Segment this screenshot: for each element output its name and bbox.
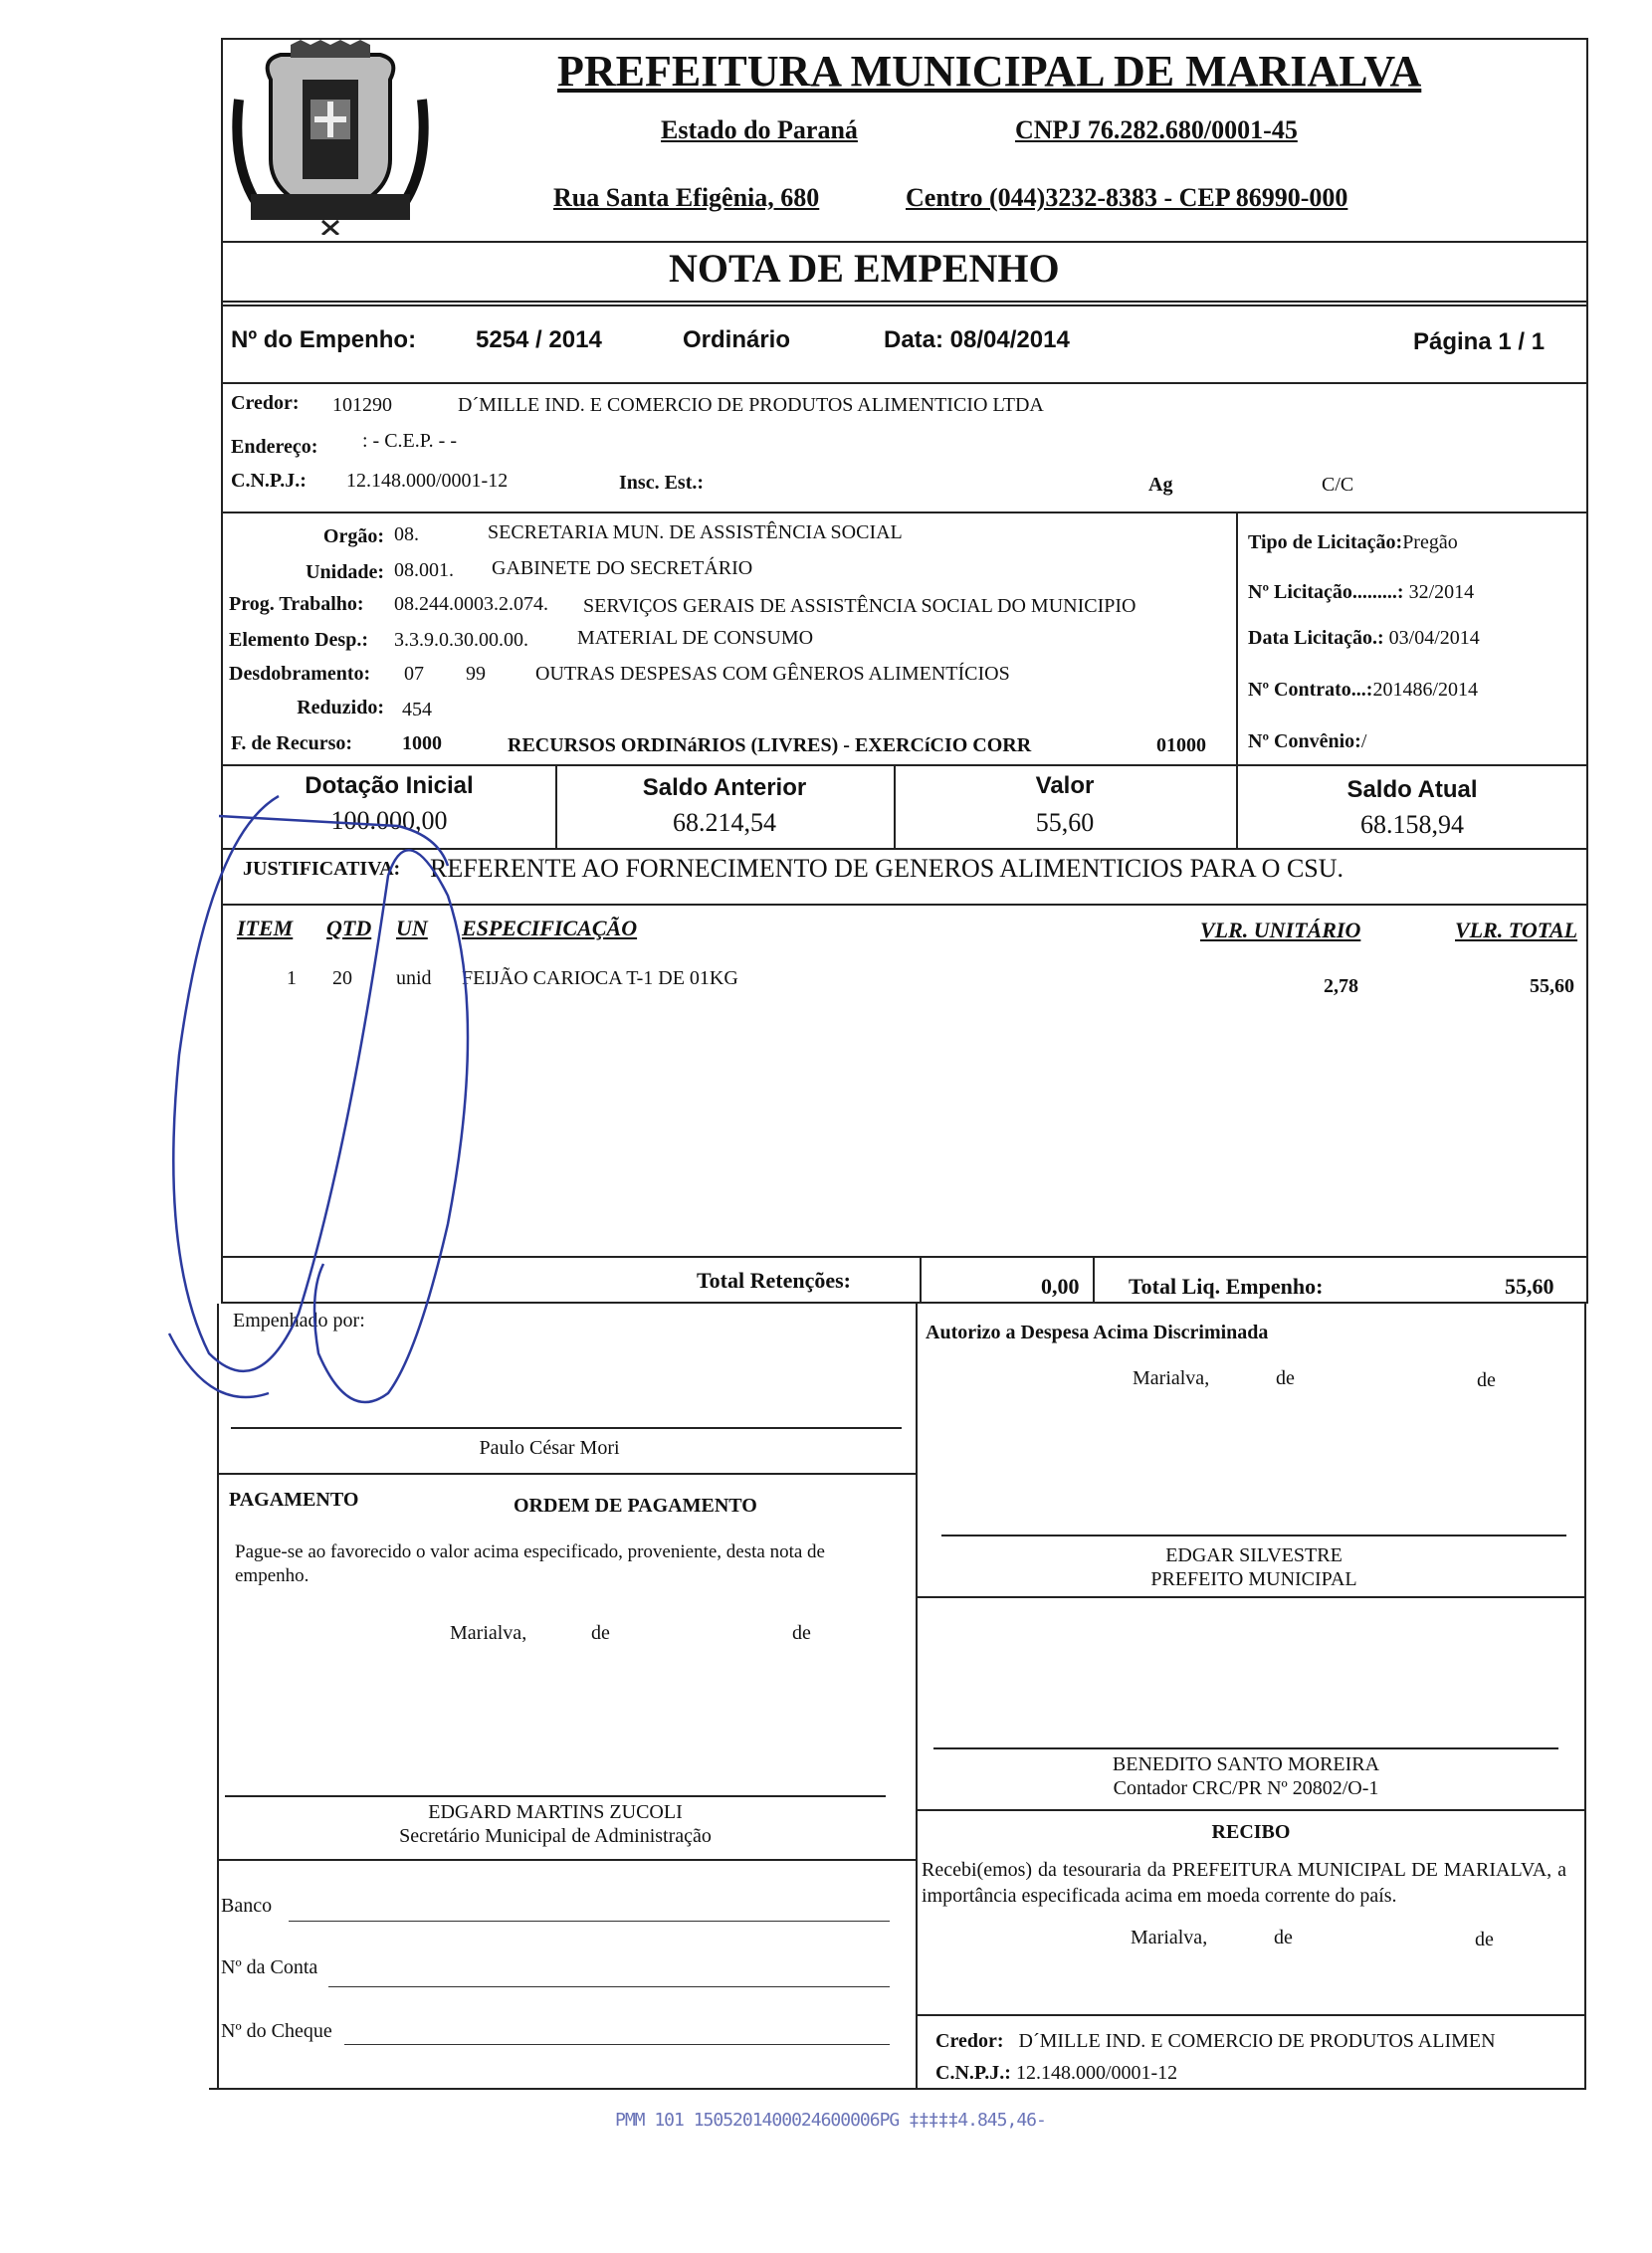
col-header-vlr-total: VLR. TOTAL xyxy=(1455,918,1578,942)
cc-label: C/C xyxy=(1322,474,1354,496)
fonte-recurso-label: F. de Recurso: xyxy=(231,732,353,754)
dotacao-inicial-label: Dotação Inicial xyxy=(305,772,474,799)
footer-code: PMM 101 1505201400024600006PG ‡‡‡‡‡4.845,46- xyxy=(615,2110,1046,2131)
unidade-code: 08.001. xyxy=(394,559,454,581)
cheque-field[interactable] xyxy=(344,2044,890,2045)
document-title: NOTA DE EMPENHO xyxy=(669,246,1060,291)
numero-licitacao-value: 32/2014 xyxy=(1408,581,1475,603)
saldo-atual-label: Saldo Atual xyxy=(1346,776,1478,803)
ordem-pagamento-label: ORDEM DE PAGAMENTO xyxy=(514,1495,757,1517)
row-qtd: 20 xyxy=(332,967,352,989)
dotacao-inicial-value: 100.000,00 xyxy=(330,806,448,835)
row-vlr-total: 55,60 xyxy=(1530,975,1574,997)
cnpj-value: 12.148.000/0001-12 xyxy=(346,470,509,492)
header-title: PREFEITURA MUNICIPAL DE MARIALVA xyxy=(557,47,1422,96)
contador-signature-line xyxy=(933,1747,1558,1749)
recibo-text: Recebi(emos) da tesouraria da PREFEITURA MUNICIPAL DE MARIALVA, a importância especificada acima em moeda corrente do país. xyxy=(922,1859,1566,1907)
credor-name: D´MILLE IND. E COMERCIO DE PRODUTOS ALIMENTICIO LTDA xyxy=(458,394,1044,416)
total-retencoes-label: Total Retenções: xyxy=(697,1268,851,1293)
elemento-code: 3.3.9.0.30.00.00. xyxy=(394,629,528,651)
reduzido-code: 454 xyxy=(402,699,432,720)
tipo-licitacao-value: Pregão xyxy=(1402,531,1458,553)
numero-contrato xyxy=(1248,679,1478,702)
header-state: Estado do Paraná xyxy=(661,115,858,144)
tipo-licitacao-label: Tipo de Licitação: xyxy=(1248,531,1403,553)
empenhado-signer: Paulo César Mori xyxy=(479,1437,620,1459)
numero-licitacao-label: Nº Licitação.........: xyxy=(1248,581,1404,603)
row-vlr-unitario: 2,78 xyxy=(1324,975,1358,997)
total-liq-value: 55,60 xyxy=(1505,1274,1554,1299)
justificativa-label: JUSTIFICATIVA: xyxy=(243,858,401,880)
orgao-name: SECRETARIA MUN. DE ASSISTÊNCIA SOCIAL xyxy=(488,521,903,543)
header-address: Rua Santa Efigênia, 680 xyxy=(553,183,820,212)
elemento-label: Elemento Desp.: xyxy=(229,629,368,651)
pagamento-text: Pague-se ao favorecido o valor acima especificado, proveniente, desta nota de empenho. xyxy=(235,1541,825,1586)
municipal-crest-logo xyxy=(231,40,430,235)
pagamento-de1: de xyxy=(591,1622,610,1644)
numero-convenio-label: Nº Convênio: xyxy=(1248,730,1361,752)
saldo-atual-value: 68.158,94 xyxy=(1360,810,1464,839)
recibo-de1: de xyxy=(1274,1927,1293,1948)
data-licitacao xyxy=(1248,627,1480,650)
address-label: Endereço: xyxy=(231,436,318,458)
desdobramento-label: Desdobramento: xyxy=(229,663,371,685)
prefeito-signature-line xyxy=(941,1535,1566,1536)
empenho-type: Ordinário xyxy=(683,326,791,353)
pagamento-label: PAGAMENTO xyxy=(229,1489,359,1511)
autorizo-place: Marialva, xyxy=(1133,1367,1210,1389)
recibo-cnpj xyxy=(935,2062,1177,2085)
empenho-date: Data: 08/04/2014 xyxy=(884,326,1070,353)
secretario-name: EDGARD MARTINS ZUCOLI xyxy=(428,1801,683,1823)
empenhado-signature-line xyxy=(231,1427,902,1429)
desdobramento-name: OUTRAS DESPESAS COM GÊNEROS ALIMENTÍCIOS xyxy=(535,663,1010,685)
desdobramento-code1: 07 xyxy=(404,663,424,685)
numero-convenio-value: / xyxy=(1360,730,1367,752)
fonte-recurso-num: 01000 xyxy=(1156,734,1206,756)
secretario-role: Secretário Municipal de Administração xyxy=(399,1825,712,1847)
empenho-number-label: Nº do Empenho: xyxy=(231,326,417,353)
conta-field[interactable] xyxy=(328,1986,890,1987)
page-number: Página 1 / 1 xyxy=(1413,328,1546,355)
cnpj-label: C.N.P.J.: xyxy=(231,470,307,492)
prog-label: Prog. Trabalho: xyxy=(229,593,364,615)
justificativa-text: REFERENTE AO FORNECIMENTO DE GENEROS ALIMENTICIOS PARA O CSU. xyxy=(430,854,1344,883)
conta-label: Nº da Conta xyxy=(221,1956,318,1978)
row-un: unid xyxy=(396,967,432,989)
ag-label: Ag xyxy=(1148,474,1173,496)
col-header-vlr-unitario: VLR. UNITÁRIO xyxy=(1200,918,1361,942)
unidade-name: GABINETE DO SECRETÁRIO xyxy=(492,557,753,579)
recibo-credor xyxy=(935,2030,1496,2053)
prog-name: SERVIÇOS GERAIS DE ASSISTÊNCIA SOCIAL DO MUNICIPIO xyxy=(583,595,1136,617)
prefeito-role: PREFEITO MUNICIPAL xyxy=(1150,1568,1357,1590)
recibo-cnpj-value: 12.148.000/0001-12 xyxy=(1015,2062,1178,2084)
recibo-title: RECIBO xyxy=(1211,1821,1291,1843)
pagamento-de2: de xyxy=(792,1622,811,1644)
contador-role: Contador CRC/PR Nº 20802/O-1 xyxy=(1113,1777,1379,1799)
col-header-qtd: QTD xyxy=(326,916,372,940)
numero-contrato-label: Nº Contrato...: xyxy=(1248,679,1373,701)
total-retencoes-value: 0,00 xyxy=(1041,1274,1080,1299)
fonte-recurso-name: RECURSOS ORDINáRIOS (LIVRES) - EXERCíCIO CORR xyxy=(508,734,1032,756)
empenho-number: 5254 / 2014 xyxy=(476,326,602,353)
reduzido-label: Reduzido: xyxy=(297,697,384,718)
saldo-anterior-label: Saldo Anterior xyxy=(642,774,807,801)
recibo-de2: de xyxy=(1475,1929,1494,1950)
banco-label: Banco xyxy=(221,1895,273,1917)
credor-label: Credor: xyxy=(231,392,300,414)
orgao-code: 08. xyxy=(394,523,419,545)
total-liq-label: Total Liq. Empenho: xyxy=(1129,1274,1324,1299)
unidade-label: Unidade: xyxy=(306,561,384,583)
data-licitacao-label: Data Licitação.: xyxy=(1248,627,1384,649)
col-header-item: ITEM xyxy=(237,916,294,940)
cheque-label: Nº do Cheque xyxy=(221,2020,332,2042)
numero-contrato-value: 201486/2014 xyxy=(1372,679,1479,701)
row-item: 1 xyxy=(287,967,297,989)
banco-field[interactable] xyxy=(289,1921,890,1922)
recibo-credor-name: D´MILLE IND. E COMERCIO DE PRODUTOS ALIMEN xyxy=(1018,2030,1496,2052)
credor-code: 101290 xyxy=(332,394,392,416)
data-licitacao-value: 03/04/2014 xyxy=(1388,627,1480,649)
recibo-credor-label: Credor: xyxy=(935,2030,1004,2052)
desdobramento-code2: 99 xyxy=(466,663,486,685)
autorizo-de1: de xyxy=(1276,1367,1295,1389)
address-value: : - C.E.P. - - xyxy=(362,430,457,452)
valor-value: 55,60 xyxy=(1035,808,1095,837)
numero-convenio xyxy=(1248,730,1366,753)
numero-licitacao xyxy=(1248,581,1474,604)
recibo-cnpj-label: C.N.P.J.: xyxy=(935,2062,1011,2084)
prog-code: 08.244.0003.2.074. xyxy=(394,593,548,615)
secretario-signature-line xyxy=(225,1795,886,1797)
elemento-name: MATERIAL DE CONSUMO xyxy=(577,627,814,649)
header-contact: Centro (044)3232-8383 - CEP 86990-000 xyxy=(906,183,1348,212)
contador-name: BENEDITO SANTO MOREIRA xyxy=(1112,1753,1380,1775)
recibo-place: Marialva, xyxy=(1131,1927,1208,1948)
col-header-especificacao: ESPECIFICAÇÃO xyxy=(462,916,638,940)
saldo-anterior-value: 68.214,54 xyxy=(673,808,776,837)
row-especificacao: FEIJÃO CARIOCA T-1 DE 01KG xyxy=(462,967,738,989)
insc-est-label: Insc. Est.: xyxy=(619,472,705,494)
tipo-licitacao xyxy=(1248,531,1458,554)
pagamento-place: Marialva, xyxy=(450,1622,527,1644)
valor-label: Valor xyxy=(1035,772,1095,799)
autorizo-de2: de xyxy=(1477,1369,1496,1391)
orgao-label: Orgão: xyxy=(322,525,384,547)
col-header-un: UN xyxy=(396,916,428,940)
fonte-recurso-code: 1000 xyxy=(402,732,442,754)
header-cnpj: CNPJ 76.282.680/0001-45 xyxy=(1015,115,1298,144)
empenhado-label: Empenhado por: xyxy=(233,1310,365,1331)
autorizo-label: Autorizo a Despesa Acima Discriminada xyxy=(926,1322,1269,1343)
prefeito-name: EDGAR SILVESTRE xyxy=(1165,1544,1342,1566)
